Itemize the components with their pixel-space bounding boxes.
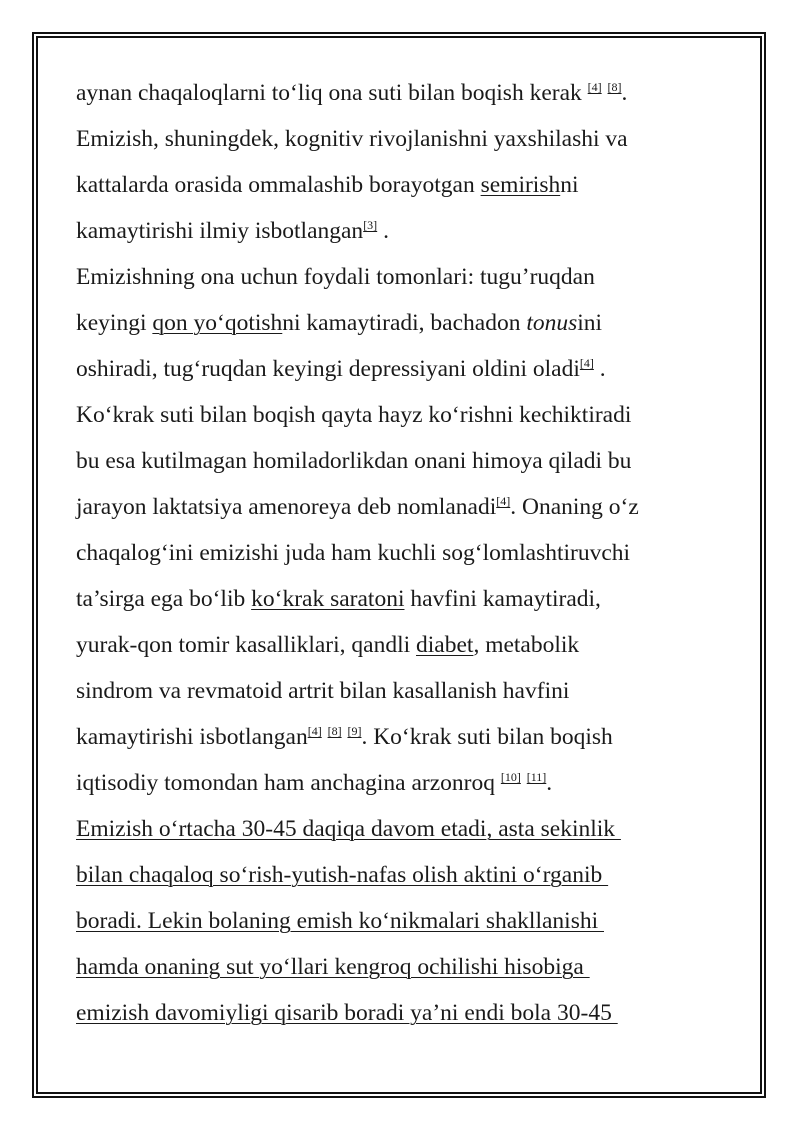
text-line — [76, 484, 736, 530]
reference-link[interactable]: [10] — [500, 770, 521, 784]
text-line — [76, 714, 736, 760]
text-line — [76, 300, 736, 346]
text-run — [521, 770, 527, 796]
text-line — [76, 668, 736, 714]
text-run: Emizishning ona uchun foydali tomonlari: tugu’ruqdan — [76, 264, 595, 290]
underlined-text[interactable]: bilan chaqaloq so‘rish-yutish-nafas olish aktini o‘rganib — [76, 862, 609, 888]
reference-link[interactable]: [8] — [607, 80, 622, 94]
text-run — [322, 724, 328, 750]
text-line — [76, 392, 736, 438]
text-line — [76, 806, 736, 852]
text-run: ni — [560, 172, 579, 198]
reference-link[interactable]: [4] — [587, 80, 602, 94]
text-run: kamaytirishi ilmiy isbotlangan — [76, 218, 364, 244]
underlined-text[interactable]: Emizish o‘rtacha 30-45 daqiqa davom etadi, asta sekinlik — [76, 816, 621, 842]
reference-link[interactable]: [8] — [327, 724, 342, 738]
text-line — [76, 944, 736, 990]
text-run: , metabolik — [473, 632, 580, 658]
text-run: chaqalog‘ini emizishi juda ham kuchli sog‘lomlashtiruvchi — [76, 540, 631, 566]
reference-link[interactable]: [11] — [526, 770, 547, 784]
text-run: Ko‘krak suti bilan boqish qayta hayz ko‘rishni kechiktiradi — [76, 402, 632, 428]
italic-text: tonus — [526, 310, 578, 336]
text-line — [76, 116, 736, 162]
reference-link[interactable]: [4] — [579, 356, 594, 370]
text-line — [76, 438, 736, 484]
text-line — [76, 898, 736, 944]
text-line — [76, 208, 736, 254]
underlined-text[interactable]: qon yo‘qotish — [152, 310, 283, 336]
text-run: jarayon laktatsiya amenoreya deb nomlanadi — [76, 494, 497, 520]
text-run: yurak-qon tomir kasalliklari, qandli — [76, 632, 417, 658]
text-run: . — [621, 80, 628, 106]
underlined-text[interactable]: hamda onaning sut yo‘llari kengroq ochilishi hisobiga — [76, 954, 590, 980]
text-run: kattalarda orasida ommalashib borayotgan — [76, 172, 481, 198]
text-run: . Ko‘krak suti bilan boqish — [361, 724, 613, 750]
text-run: oshiradi, tug‘ruqdan keyingi depressiyani oldini oladi — [76, 356, 580, 382]
underlined-text[interactable]: semirish — [480, 172, 561, 198]
text-line — [76, 530, 736, 576]
text-line — [76, 254, 736, 300]
text-run: Emizish, shuningdek, kognitiv rivojlanishni yaxshilashi va — [76, 126, 628, 152]
underlined-text[interactable]: diabet — [416, 632, 474, 658]
text-run: . — [593, 356, 606, 382]
text-line — [76, 346, 736, 392]
text-line — [76, 576, 736, 622]
reference-link[interactable]: [4] — [307, 724, 322, 738]
text-line — [76, 162, 736, 208]
text-run: ni kamaytiradi, bachadon — [282, 310, 527, 336]
text-run: keyingi — [76, 310, 153, 336]
text-run: iqtisodiy tomondan ham anchagina arzonroq — [76, 770, 501, 796]
text-run: . Onaning o‘z — [510, 494, 639, 520]
underlined-text[interactable]: boradi. Lekin bolaning emish ko‘nikmalari shakllanishi — [76, 908, 604, 934]
reference-link[interactable]: [4] — [496, 494, 511, 508]
text-line — [76, 622, 736, 668]
text-run: . — [377, 218, 389, 244]
document-text — [76, 70, 736, 1036]
reference-link[interactable]: [3] — [363, 218, 378, 232]
text-run: aynan chaqaloqlarni to‘liq ona suti bilan boqish kerak — [76, 80, 588, 106]
text-line — [76, 990, 736, 1036]
underlined-text[interactable]: emizish davomiyligi qisarib boradi ya’ni endi bola 30-45 — [76, 1000, 618, 1026]
reference-link[interactable]: [9] — [347, 724, 362, 738]
text-line — [76, 852, 736, 898]
text-run — [602, 80, 608, 106]
text-line — [76, 760, 736, 806]
text-run: ta’sirga ega bo‘lib — [76, 586, 252, 612]
underlined-text[interactable]: ko‘krak saratoni — [251, 586, 405, 612]
text-run: havfini kamaytiradi, — [404, 586, 601, 612]
text-run: kamaytirishi isbotlangan — [76, 724, 308, 750]
text-run: ini — [577, 310, 603, 336]
text-run: sindrom va revmatoid artrit bilan kasallanish havfini — [76, 678, 570, 704]
text-run: bu esa kutilmagan homiladorlikdan onani himoya qiladi bu — [76, 448, 632, 474]
text-line — [76, 70, 736, 116]
text-run: . — [546, 770, 553, 796]
